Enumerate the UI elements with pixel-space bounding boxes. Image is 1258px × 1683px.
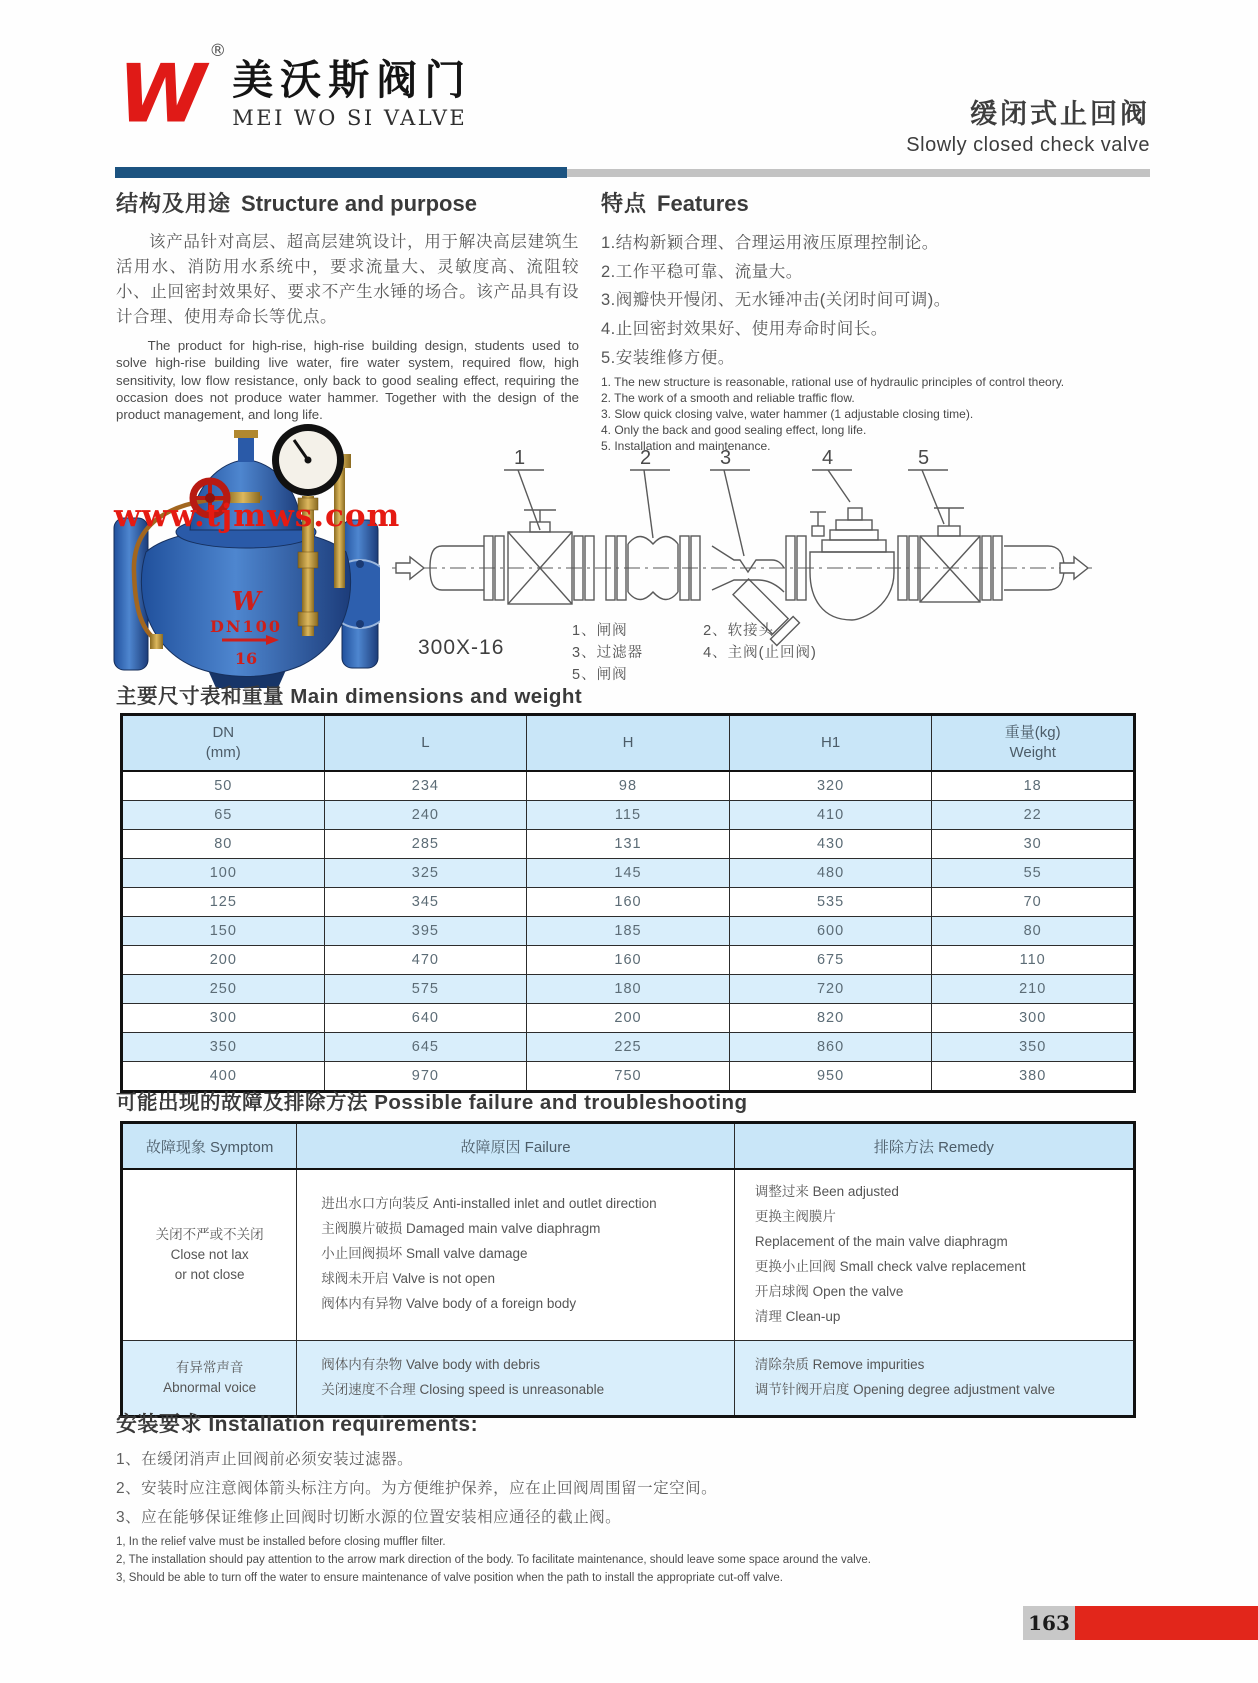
product-title-en: Slowly closed check valve [906,134,1150,156]
installation-list-en [116,1534,1156,1587]
structure-body-cn: 该产品针对高层、超高层建筑设计，用于解决高层建筑生活用水、消防用水系统中，要求流量大、灵敏度高、流阻较小、止回密封效果好、要求不产生水锤的场合。该产品具有设计合理、使用寿命长等优点。 [116,233,579,327]
installation-item-en: 3, Should be able to turn off the water to ensure maintenance of valve position when the path to install the appropriate cut-off valve. [116,1571,783,1584]
failure-cell [297,1169,735,1340]
cell-dn: 150 [122,917,325,946]
cell-dn: 100 [122,859,325,888]
cell-h1: 480 [729,859,932,888]
remedy-line: 调节针阀开启度 Opening degree adjustment valve [754,1381,1055,1397]
remedy-line: 清理 Clean-up [754,1308,841,1324]
main-check-valve [810,508,894,620]
flow-arrow-left-icon [396,557,424,579]
col-header-symptom: 故障现象 Symptom [122,1123,297,1170]
legend-column-1 [572,621,643,686]
remedy-line: 更换小止回阀 Small check valve replacement [754,1258,1026,1274]
brand-name-en: MEI WO SI VALVE [232,106,468,130]
tube-fitting [150,634,163,649]
cell-weight: 30 [932,830,1135,859]
cell-h1: 820 [729,1004,932,1033]
cell-weight: 18 [932,771,1135,801]
cell-weight: 300 [932,1004,1135,1033]
cell-weight: 70 [932,888,1135,917]
remedy-cell [734,1340,1134,1416]
svg-text:16: 16 [234,649,258,668]
remedy-line: Replacement of the main valve diaphragm [754,1233,1008,1249]
installation-item-cn: 1、在缓闭消声止回阀前必须安装过滤器。 [116,1451,414,1468]
product-title [906,92,1150,157]
product-title-cn: 缓闭式止回阀 [970,99,1150,129]
cell-h1: 535 [729,888,932,917]
product-photo [112,402,401,688]
cell-l: 970 [324,1062,527,1092]
dimensions-header-row [122,715,1135,772]
col-header-weight: 重量(kg) Weight [932,715,1135,772]
table-row [122,975,1135,1004]
feature-item-cn: 5.安装维修方便。 [601,348,735,367]
troubleshooting-header-row [122,1123,1135,1170]
cell-h1: 410 [729,801,932,830]
valve-photo-illustration [112,402,380,688]
feature-item-cn: 1.结构新颖合理、合理运用液压原理控制论。 [601,234,939,252]
footer-red-bar [1075,1606,1258,1640]
col-header-h1: H1 [729,715,932,772]
registered-mark: ® [209,41,227,61]
installation-item-en: 1, In the relief valve must be installed before closing muffler filter. [116,1536,446,1548]
feature-item-cn: 4.止回密封效果好、使用寿命时间长。 [601,320,888,339]
installation-item-cn: 3、应在能够保证维修止回阀时切断水源的位置安装相应通径的截止阀。 [116,1508,622,1526]
cell-l: 395 [324,917,527,946]
section-heading: 特点 Features [601,191,749,216]
table-row [122,1340,1135,1416]
divider-gray-segment [567,169,1150,177]
brand-text [232,56,472,130]
table-row [122,771,1135,801]
legend-item: 4、主阀(止回阀) [703,644,817,661]
feature-item-en: 5. Installation and maintenance. [601,439,771,454]
cell-l: 645 [324,1033,527,1062]
troubleshooting-heading: 可能出现的故障及排除方法 Possible failure and troubleshooting [116,1091,748,1114]
cell-dn: 125 [122,888,325,917]
cell-h1: 675 [729,946,932,975]
callout-3: 3 [720,447,732,469]
cell-h1: 720 [729,975,932,1004]
structure-body-en: The product for high-rise, high-rise building design, students used to solve high-rise building live water, fire water system, required flow, high sensitivity, low flow resistance, only back to good sealing effect, requiring the occasion does not produce water hammer. Together with the design of the product management, and long life. [116,338,579,422]
symptom-line: or not close [174,1267,245,1283]
dimensions-heading: 主要尺寸表和重量 Main dimensions and weight [116,685,583,708]
failure-line: 关闭速度不合理 Closing speed is unreasonable [321,1381,605,1397]
cell-h: 160 [527,946,730,975]
cell-dn: 80 [122,830,325,859]
table-row [122,917,1135,946]
cell-h1: 600 [729,917,932,946]
svg-text:W: W [231,587,261,617]
cell-h1: 430 [729,830,932,859]
cell-dn: 300 [122,1004,325,1033]
brand-name-cn: 美沃斯阀门 [232,56,473,104]
legend-item: 5、闸阀 [572,666,628,683]
cell-dn: 50 [122,771,325,801]
remedy-line: 更换主阀膜片 [754,1208,836,1224]
installation-heading: 安装要求 Installation requirements: [116,1413,479,1436]
table-row [122,946,1135,975]
cell-h: 180 [527,975,730,1004]
header-divider [115,167,1150,178]
brand-logo-icon: W ® [118,41,227,141]
cell-h: 145 [527,859,730,888]
symptom-line: 有异常声音 [175,1359,244,1375]
cell-l: 234 [324,771,527,801]
model-number: 300X-16 [418,636,505,659]
symptom-line: Close not lax [170,1246,249,1262]
cell-h: 200 [527,1004,730,1033]
legend-item: 2、软接头 [703,623,775,639]
installation-list-cn [116,1446,1146,1532]
failure-cell [297,1340,735,1416]
callout-1: 1 [514,447,526,469]
symptom-cell [122,1169,297,1340]
table-row [122,859,1135,888]
cell-l: 470 [324,946,527,975]
cell-dn: 400 [122,1062,325,1092]
symptom-cell [122,1340,297,1416]
page-footer [1023,1606,1258,1640]
feature-item-en: 4. Only the back and good sealing effect, long life. [601,423,867,438]
failure-line: 球阀未开启 Valve is not open [321,1271,496,1287]
cell-l: 285 [324,830,527,859]
cell-weight: 210 [932,975,1135,1004]
cell-h1: 860 [729,1033,932,1062]
col-header-dn: DN (mm) [122,715,325,772]
cell-h1: 320 [729,771,932,801]
symptom-line: 关闭不严或不关闭 [155,1226,264,1242]
installation-item-en: 2, The installation should pay attention to the arrow mark direction of the body. To facilitate maintenance, should leave some space around the valve. [116,1553,871,1566]
cell-weight: 22 [932,801,1135,830]
dimensions-table [120,713,1136,1093]
feature-item-en: 2. The work of a smooth and reliable traffic flow. [601,390,855,405]
cell-h: 115 [527,801,730,830]
table-row [122,1004,1135,1033]
cell-l: 575 [324,975,527,1004]
diagram-legend [572,621,817,686]
failure-line: 主阀膜片破损 Damaged main valve diaphragm [321,1221,601,1237]
remedy-line: 清除杂质 Remove impurities [754,1356,925,1372]
cell-h: 160 [527,888,730,917]
table-row [122,830,1135,859]
section-heading: 结构及用途 Structure and purpose [116,191,477,216]
failure-line: 阀体内有杂物 Valve body with debris [321,1356,541,1372]
cell-dn: 200 [122,946,325,975]
cell-h: 750 [527,1062,730,1092]
remedy-cell [734,1169,1134,1340]
cell-weight: 110 [932,946,1135,975]
cell-weight: 350 [932,1033,1135,1062]
remedy-line: 调整过来 Been adjusted [754,1184,899,1199]
cell-h: 98 [527,771,730,801]
col-header-l: L [324,715,527,772]
legend-item: 1、闸阀 [572,623,628,639]
cell-l: 345 [324,888,527,917]
cell-h: 185 [527,917,730,946]
divider-blue-segment [115,167,567,178]
cell-l: 640 [324,1004,527,1033]
cell-l: 240 [324,801,527,830]
installation-item-cn: 2、安装时应注意阀体箭头标注方向。为方便维护保养，应在止回阀周围留一定空间。 [116,1479,718,1497]
cell-weight: 55 [932,859,1135,888]
cell-dn: 350 [122,1033,325,1062]
watermark-text: www.tjmws.com [114,498,401,534]
table-row [122,1169,1135,1340]
col-header-remedy: 排除方法 Remedy [734,1123,1134,1170]
bonnet-cap [234,430,258,438]
symptom-line: Abnormal voice [163,1379,257,1395]
features-list-cn [601,229,1157,373]
legend-column-2 [703,621,817,686]
cell-l: 325 [324,859,527,888]
page-number: 163 [1023,1606,1075,1640]
table-row [122,1033,1135,1062]
remedy-line: 开启球阀 Open the valve [754,1283,904,1299]
failure-line: 小止回阀损坏 Small valve damage [321,1246,528,1262]
brand-logo [118,41,473,141]
callout-4: 4 [822,447,834,469]
cell-weight: 80 [932,917,1135,946]
table-row [122,801,1135,830]
gate-valve-1 [508,510,572,604]
legend-item: 3、过滤器 [572,644,644,661]
flow-arrow-right-icon [1060,557,1088,579]
callout-5: 5 [918,447,930,469]
feature-item-en: 1. The new structure is reasonable, rational use of hydraulic principles of control theory. [601,374,1065,389]
section-features [601,187,1157,454]
troubleshooting-table [120,1121,1136,1418]
gate-valve-2 [920,508,980,602]
failure-line: 进出水口方向装反 Anti-installed inlet and outlet direction [321,1196,657,1212]
cell-weight: 380 [932,1062,1135,1092]
cell-h: 131 [527,830,730,859]
table-row [122,888,1135,917]
feature-item-en: 3. Slow quick closing valve, water hammer (1 adjustable closing time). [601,406,974,421]
callout-2: 2 [640,447,652,469]
feature-item-cn: 2.工作平稳可靠、流量大。 [601,262,803,281]
cell-h1: 950 [729,1062,932,1092]
col-header-failure: 故障原因 Failure [297,1123,735,1170]
section-structure [116,187,579,423]
pressure-gauge-icon [272,424,344,496]
failure-line: 阀体内有异物 Valve body of a foreign body [321,1296,577,1312]
cell-dn: 65 [122,801,325,830]
cell-h: 225 [527,1033,730,1062]
bonnet-neck [238,436,254,462]
cell-dn: 250 [122,975,325,1004]
feature-item-cn: 3.阀瓣快开慢闭、无水锤冲击(关闭时间可调)。 [601,291,951,310]
svg-text:DN100: DN100 [210,617,282,636]
col-header-h: H [527,715,730,772]
